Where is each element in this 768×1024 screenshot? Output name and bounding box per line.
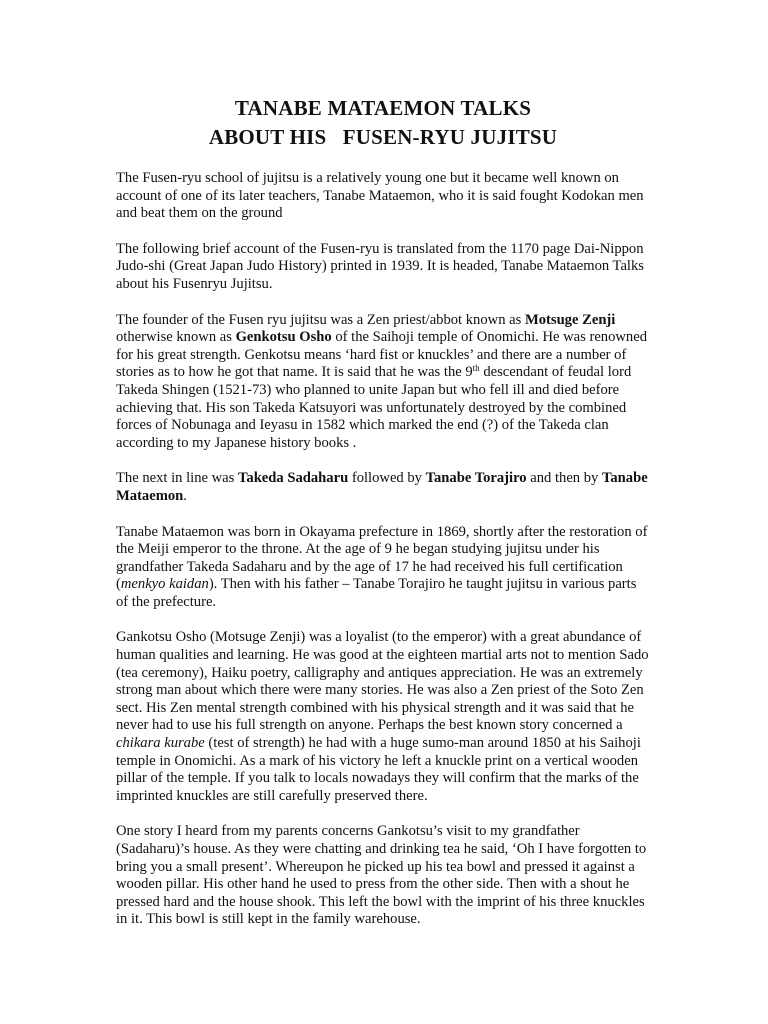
paragraph-biography	[116, 524, 650, 612]
text-run: Tanabe Mataemon was born in Okayama prefecture in 1869, shortly after the restoration of the Meiji emperor to the throne. At the age of 9 he began studying jujitsu under his grandfather Takeda Sadaharu and by the age of 17 he had received his full certification (	[116, 523, 648, 593]
text-run: followed by	[348, 470, 426, 487]
name-tanabe-mataemon: Tanabe Mataemon	[116, 470, 648, 504]
paragraph-lineage	[116, 470, 650, 505]
text-run: .	[183, 487, 187, 504]
paragraph-founder	[116, 312, 650, 453]
title-line-1: TANABE MATAEMON TALKS	[234, 96, 532, 120]
text-run: of the Saihoji temple of Onomichi. He was renowned for his great strength. Genkotsu means ‘hard fist or knuckles’ and there are a number of stories as to how he got that name. It is said that he was the 9	[116, 329, 647, 381]
name-motsuge-zenji: Motsuge Zenji	[524, 311, 616, 328]
text-run: otherwise known as	[116, 329, 236, 346]
text-run: descendant of feudal lord Takeda Shingen (1521-73) who planned to unite Japan but who fell ill and died before achieving that. His son Takeda Katsuyori was unfortunately destroyed by the combined forces of Nobunaga and Ieyasu in 1582 which marked the end (?) of the Takeda clan according to my Japanese history books .	[116, 364, 632, 451]
document-title	[116, 94, 650, 152]
text-run: The founder of the Fusen ryu jujitsu was a Zen priest/abbot known as	[116, 311, 525, 328]
paragraph-source: The following brief account of the Fusen-ryu is translated from the 1170 page Dai-Nippon Judo-shi (Great Japan Judo History) printed in 1939. It is headed, Tanabe Mataemon Talks about his Fusenryu Jujitsu.	[116, 240, 644, 292]
paragraph-intro: The Fusen-ryu school of jujitsu is a relatively young one but it became well known on account of one of its later teachers, Tanabe Mataemon, who it is said fought Kodokan men and beat them on the ground	[116, 170, 644, 222]
name-tanabe-torajiro: Tanabe Torajiro	[425, 470, 527, 487]
text-run: ). Then with his father – Tanabe Torajiro he taught jujitsu in various parts of the prefecture.	[116, 576, 637, 610]
name-genkotsu-osho: Genkotsu Osho	[235, 329, 332, 346]
paragraph-gankotsu	[116, 629, 650, 805]
paragraph-story: One story I heard from my parents concerns Gankotsu’s visit to my grandfather (Sadaharu)’s house. As they were chatting and drinking tea he said, ‘Oh I have forgotten to bring you a small present’. Whereupon he picked up his tea bowl and pressed it against a wooden pillar. His other hand he used to press from the other side. Then with a shout he pressed hard and the house shook. This left the bowl with the imprint of his three knuckles in it. This bowl is still kept in the family warehouse.	[116, 823, 647, 928]
ordinal-suffix: th	[472, 363, 480, 374]
name-takeda-sadaharu: Takeda Sadaharu	[238, 470, 349, 487]
text-run: Gankotsu Osho (Motsuge Zenji) was a loyalist (to the emperor) with a great abundance of human qualities and learning. He was good at the eighteen martial arts not to mention Sado (tea ceremony), Haiku poetry, calligraphy and antiques appreciation. He was an extremely strong man about which there were many stories. He was also a Zen priest of the Soto Zen sect. His Zen mental strength combined with his physical strength and it was said that he never had to use his full strength on anyone. Perhaps the best known story concerned a	[116, 629, 649, 734]
text-run: The next in line was	[116, 470, 238, 487]
text-run: and then by	[526, 470, 602, 487]
term-chikara-kurabe: chikara kurabe	[116, 735, 205, 752]
term-menkyo-kaidan: menkyo kaidan	[120, 576, 209, 593]
text-run: (test of strength) he had with a huge sumo-man around 1850 at his Saihoji temple in Onomichi. As a mark of his victory he left a knuckle print on a vertical wooden pillar of the temple. If you talk to locals nowadays they will confirm that the marks of the imprinted knuckles are still carefully preserved there.	[116, 735, 641, 804]
title-line-2: ABOUT HIS FUSEN-RYU JUJITSU	[208, 125, 558, 149]
